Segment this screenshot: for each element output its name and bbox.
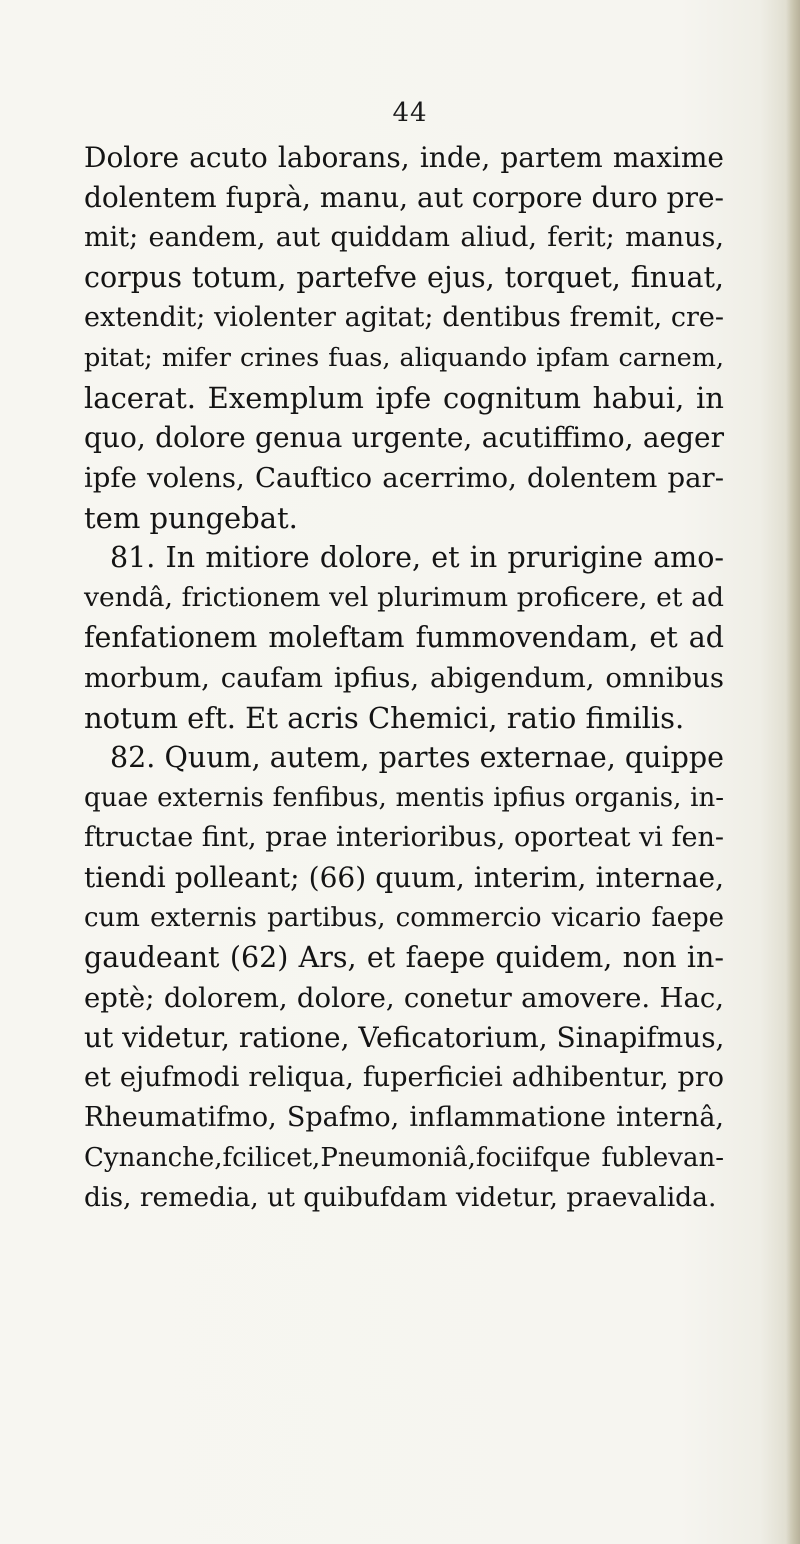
text-line: pitat; mifer crines fuas, aliquando ipfam carnem, xyxy=(84,343,724,373)
text-line: Dolore acuto laborans, inde, partem maxime xyxy=(84,141,724,174)
text-line: eptè; dolorem, dolore, conetur amovere. Hac, xyxy=(84,982,724,1014)
text-line: cum externis partibus, commercio vicario faepe xyxy=(84,903,724,933)
text-line: ftructae fint, prae interioribus, oporteat vi fen- xyxy=(84,822,724,853)
text-line: notum eft. Et acris Chemici, ratio fimilis. xyxy=(84,701,685,735)
text-line: mit; eandem, aut quiddam aliud, ferit; manus, xyxy=(84,222,724,253)
page-edge-shadow xyxy=(786,0,800,1544)
body-text xyxy=(84,138,724,1218)
text-line: ipfe volens, Cauftico acerrimo, dolentem par- xyxy=(84,462,724,494)
text-line: Cynanche,fcilicet,Pneumoniâ,fociifque fublevan- xyxy=(84,1143,724,1173)
text-line: quae externis fenfibus, mentis ipfius organis, in- xyxy=(84,783,724,813)
text-line: vendâ, frictionem vel plurimum proficere, et ad xyxy=(84,582,724,613)
text-line: et ejufmodi reliqua, fuperficiei adhibentur, pro xyxy=(84,1062,724,1093)
text-line: tiendi polleant; (66) quum, interim, internae, xyxy=(84,861,724,894)
text-line: lacerat. Exemplum ipfe cognitum habui, in xyxy=(84,381,724,415)
text-line: fenfationem moleftam fummovendam, et ad xyxy=(84,621,724,654)
text-line: quo, dolore genua urgente, acutiffimo, aeger xyxy=(84,421,724,454)
text-line: tem pungebat. xyxy=(84,501,298,535)
text-line: dolentem fuprà, manu, aut corpore duro pre- xyxy=(84,181,724,214)
text-line: gaudeant (62) Ars, et faepe quidem, non in- xyxy=(84,941,724,974)
text-line: ut videtur, ratione, Veficatorium, Sinapifmus, xyxy=(84,1021,725,1054)
page-number: 44 xyxy=(392,98,428,128)
section-81-start: 81. In mitiore dolore, et in prurigine amo- xyxy=(110,541,724,574)
text-line: morbum, caufam ipfius, abigendum, omnibus xyxy=(84,662,724,694)
text-line: corpus totum, partefve ejus, torquet, finuat, xyxy=(84,261,724,294)
text-line: extendit; violenter agitat; dentibus fremit, cre- xyxy=(84,302,724,333)
text-line: Rheumatifmo, Spafmo, inflammatione internâ, xyxy=(84,1102,724,1133)
text-line: dis, remedia, ut quibufdam videtur, praevalida. xyxy=(84,1182,717,1213)
section-82-start: 82. Quum, autem, partes externae, quippe xyxy=(110,741,724,774)
